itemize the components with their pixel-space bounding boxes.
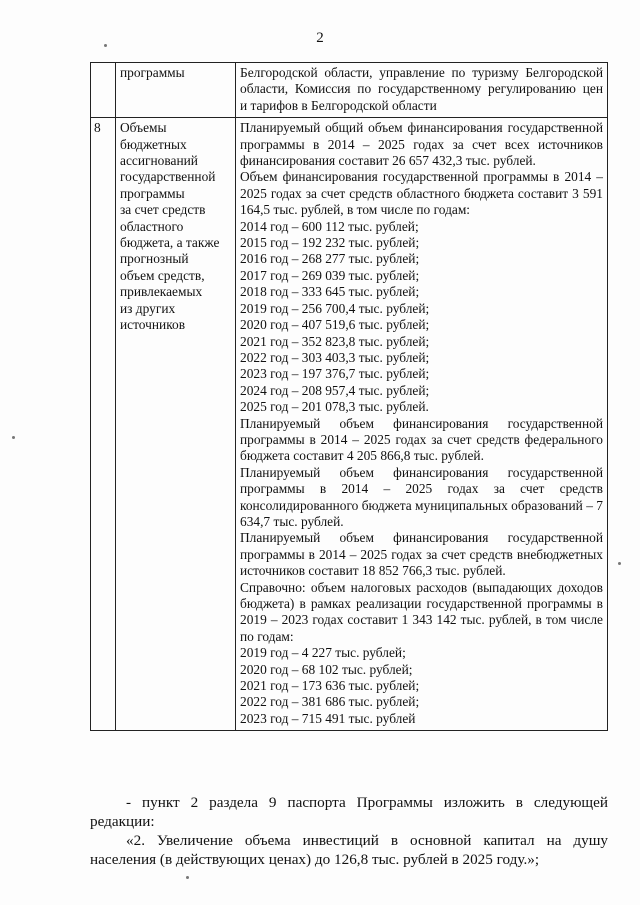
label-line: бюджета, а также — [120, 235, 220, 251]
scan-speck — [104, 44, 107, 47]
label-line: привлекаемых — [120, 284, 203, 300]
value-line: Белгородской области, управление по туризму Белгородской — [240, 65, 603, 80]
label-line: источников — [120, 317, 186, 333]
year-line: 2014 год – 600 112 тыс. рублей; — [240, 218, 419, 234]
year-line: 2021 год – 173 636 тыс. рублей; — [240, 678, 420, 694]
table-row — [91, 118, 608, 731]
scan-speck — [618, 562, 621, 565]
year-line: 2025 год – 201 078,3 тыс. рублей. — [240, 399, 429, 415]
paragraph-extrabudgetary: Планируемый объем финансирования государственной программы в 2014 – 2025 годах за счет средств внебюджетных источников составит 18 852 766,3 тыс. рублей. — [240, 530, 603, 579]
year-line: 2017 год – 269 039 тыс. рублей; — [240, 267, 420, 283]
row-number-cell — [91, 63, 116, 118]
year-line: 2019 год – 256 700,4 тыс. рублей; — [240, 300, 430, 316]
label-line: из других — [120, 300, 176, 316]
row-number-cell: 8 — [91, 118, 116, 731]
label-line: Объемы — [120, 120, 167, 136]
year-line: 2020 год – 68 102 тыс. рублей; — [240, 661, 413, 677]
scan-speck — [12, 436, 15, 439]
paragraph-municipal-budget: Планируемый объем финансирования государственной программы в 2014 – 2025 годах за счет средств консолидированного бюджета муниципальных образований – 7 634,7 тыс. рублей. — [240, 464, 603, 529]
year-line: 2015 год – 192 232 тыс. рублей; — [240, 235, 420, 251]
paragraph-federal-budget: Планируемый объем финансирования государственной программы в 2014 – 2025 годах за счет средств федерального бюджета составит 4 205 866,8 тыс. рублей. — [240, 415, 603, 464]
label-line: за счет средств — [120, 202, 206, 218]
label-line: ассигнований — [120, 153, 198, 169]
label-line: прогнозный — [120, 251, 189, 267]
row-value-cell — [236, 118, 608, 731]
label-line: объем средств, — [120, 267, 205, 283]
year-line: 2023 год – 715 491 тыс. рублей — [240, 710, 416, 726]
year-line: 2023 год – 197 376,7 тыс. рублей; — [240, 366, 430, 382]
paragraph-regional-budget: Объем финансирования государственной программы в 2014 – 2025 годах за счет средств областного бюджета составит 3 591 164,5 тыс. рублей, в том числе по годам: — [240, 169, 603, 218]
year-line: 2020 год – 407 519,6 тыс. рублей; — [240, 317, 430, 333]
row-label-cell: программы — [116, 63, 236, 118]
year-line: 2021 год – 352 823,8 тыс. рублей; — [240, 333, 430, 349]
year-line: 2022 год – 303 403,3 тыс. рублей; — [240, 349, 430, 365]
label-line: бюджетных — [120, 136, 187, 152]
row-value-cell — [236, 63, 608, 118]
year-line: 2022 год – 381 686 тыс. рублей; — [240, 694, 420, 710]
label-line: программы — [120, 185, 185, 201]
value-line: и тарифов в Белгородской области — [240, 97, 437, 113]
quote-paragraph: «2. Увеличение объема инвестиций в основной капитал на душу населения (в действующих ценах) до 126,8 тыс. рублей в 2025 году.»; — [90, 832, 608, 868]
scan-speck — [186, 876, 189, 879]
page-number: 2 — [316, 30, 324, 46]
year-line: 2019 год – 4 227 тыс. рублей; — [240, 645, 406, 661]
label-line: областного — [120, 218, 184, 234]
table-row — [91, 63, 608, 118]
row-label-cell — [116, 118, 236, 731]
year-line: 2016 год – 268 277 тыс. рублей; — [240, 251, 420, 267]
label-line: государственной — [120, 169, 216, 185]
year-line: 2024 год – 208 957,4 тыс. рублей; — [240, 382, 430, 398]
passport-table — [90, 62, 608, 731]
paragraph-total-funding: Планируемый общий объем финансирования государственной программы в 2014 – 2025 годах за счет всех источников финансирования составит 26 657 432,3 тыс. рублей. — [240, 120, 603, 169]
instruction-paragraph: - пункт 2 раздела 9 паспорта Программы изложить в следующей редакции: — [90, 794, 608, 830]
value-line: области, Комиссия по государственному регулированию цен — [240, 81, 603, 97]
paragraph-tax-expenditures: Справочно: объем налоговых расходов (выпадающих доходов бюджета) в рамках реализации государственной программы в 2019 – 2023 годах составит 1 343 142 тыс. рублей, в том числе по годам: — [240, 579, 603, 644]
year-line: 2018 год – 333 645 тыс. рублей; — [240, 284, 420, 300]
